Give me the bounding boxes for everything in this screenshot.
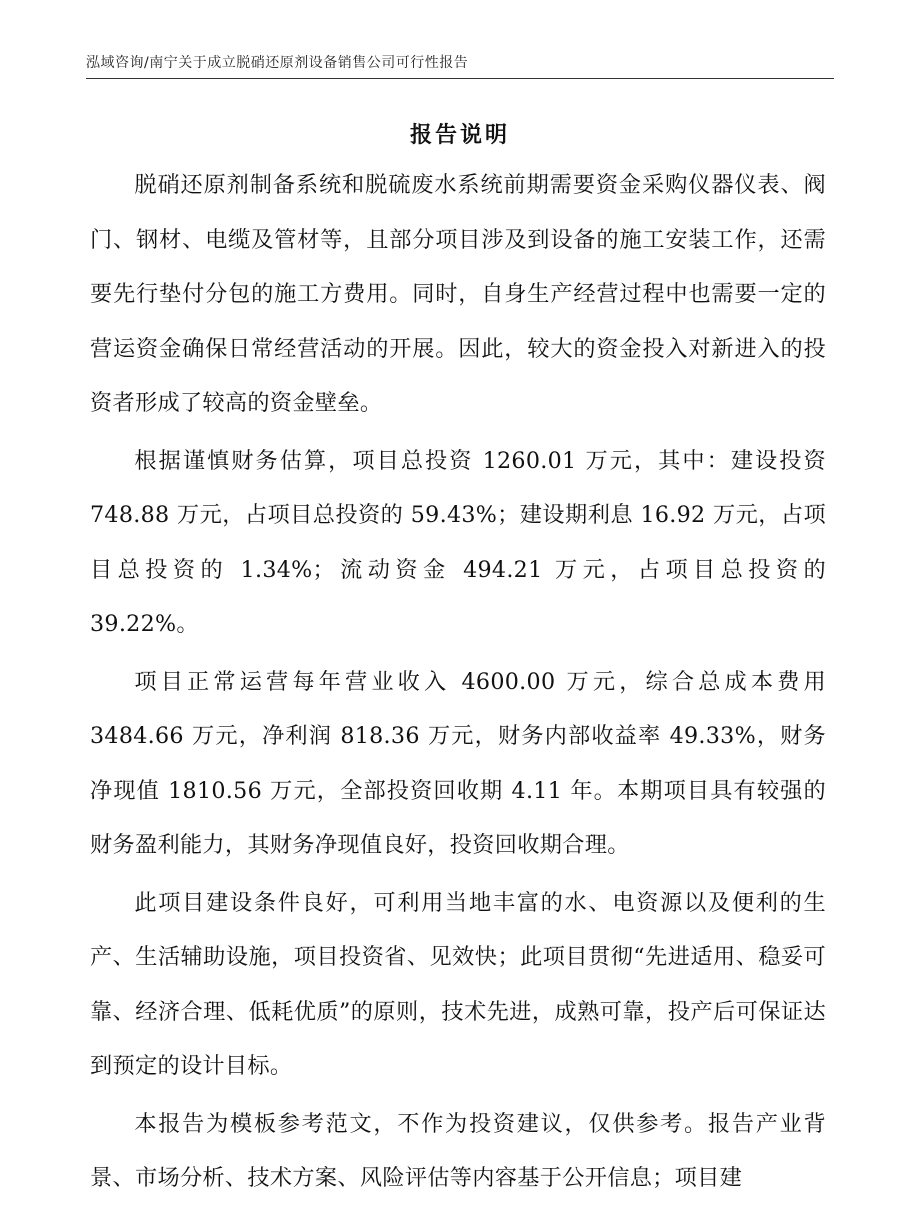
paragraph-financial-performance: 项目正常运营每年营业收入 4600.00 万元，综合总成本费用 3484.66 万元，净利润 818.36 万元，财务内部收益率 49.33%，财务净现值 1810.56 万元，全部投资回收期 4.11 年。本期项目具有较强的财务盈利能力，其财务净现值良好，投资回收期合理。 bbox=[90, 668, 826, 858]
paragraph-disclaimer: 本报告为模板参考范文，不作为投资建议，仅供参考。报告产业背景、市场分析、技术方案、风险评估等内容基于公开信息；项目建 bbox=[90, 1110, 826, 1191]
header-divider bbox=[86, 78, 834, 79]
paragraph-construction-conditions: 此项目建设条件良好，可利用当地丰富的水、电资源以及便利的生产、生活辅助设施，项目投资省、见效快；此项目贯彻“先进适用、稳妥可靠、经济合理、低耗优质”的原则，技术先进，成熟可靠，投产后可保证达到预定的设计目标。 bbox=[90, 889, 826, 1079]
section-title: 报告说明 bbox=[409, 123, 510, 148]
running-header: 泓域咨询/南宁关于成立脱硝还原剂设备销售公司可行性报告 bbox=[86, 55, 469, 71]
paragraph-investment-estimate: 根据谨慎财务估算，项目总投资 1260.01 万元，其中：建设投资 748.88 万元，占项目总投资的 59.43%；建设期利息 16.92 万元，占项目总投资的 1.34%；流动资金 494.21 万元，占项目总投资的 39.22%。 bbox=[90, 447, 826, 637]
body-text bbox=[90, 158, 826, 1209]
paragraph-market-barrier: 脱硝还原剂制备系统和脱硫废水系统前期需要资金采购仪器仪表、阀门、钢材、电缆及管材等，且部分项目涉及到设备的施工安装工作，还需要先行垫付分包的施工方费用。同时，自身生产经营过程中也需要一定的营运资金确保日常经营活动的开展。因此，较大的资金投入对新进入的投资者形成了较高的资金壁垒。 bbox=[90, 172, 826, 416]
